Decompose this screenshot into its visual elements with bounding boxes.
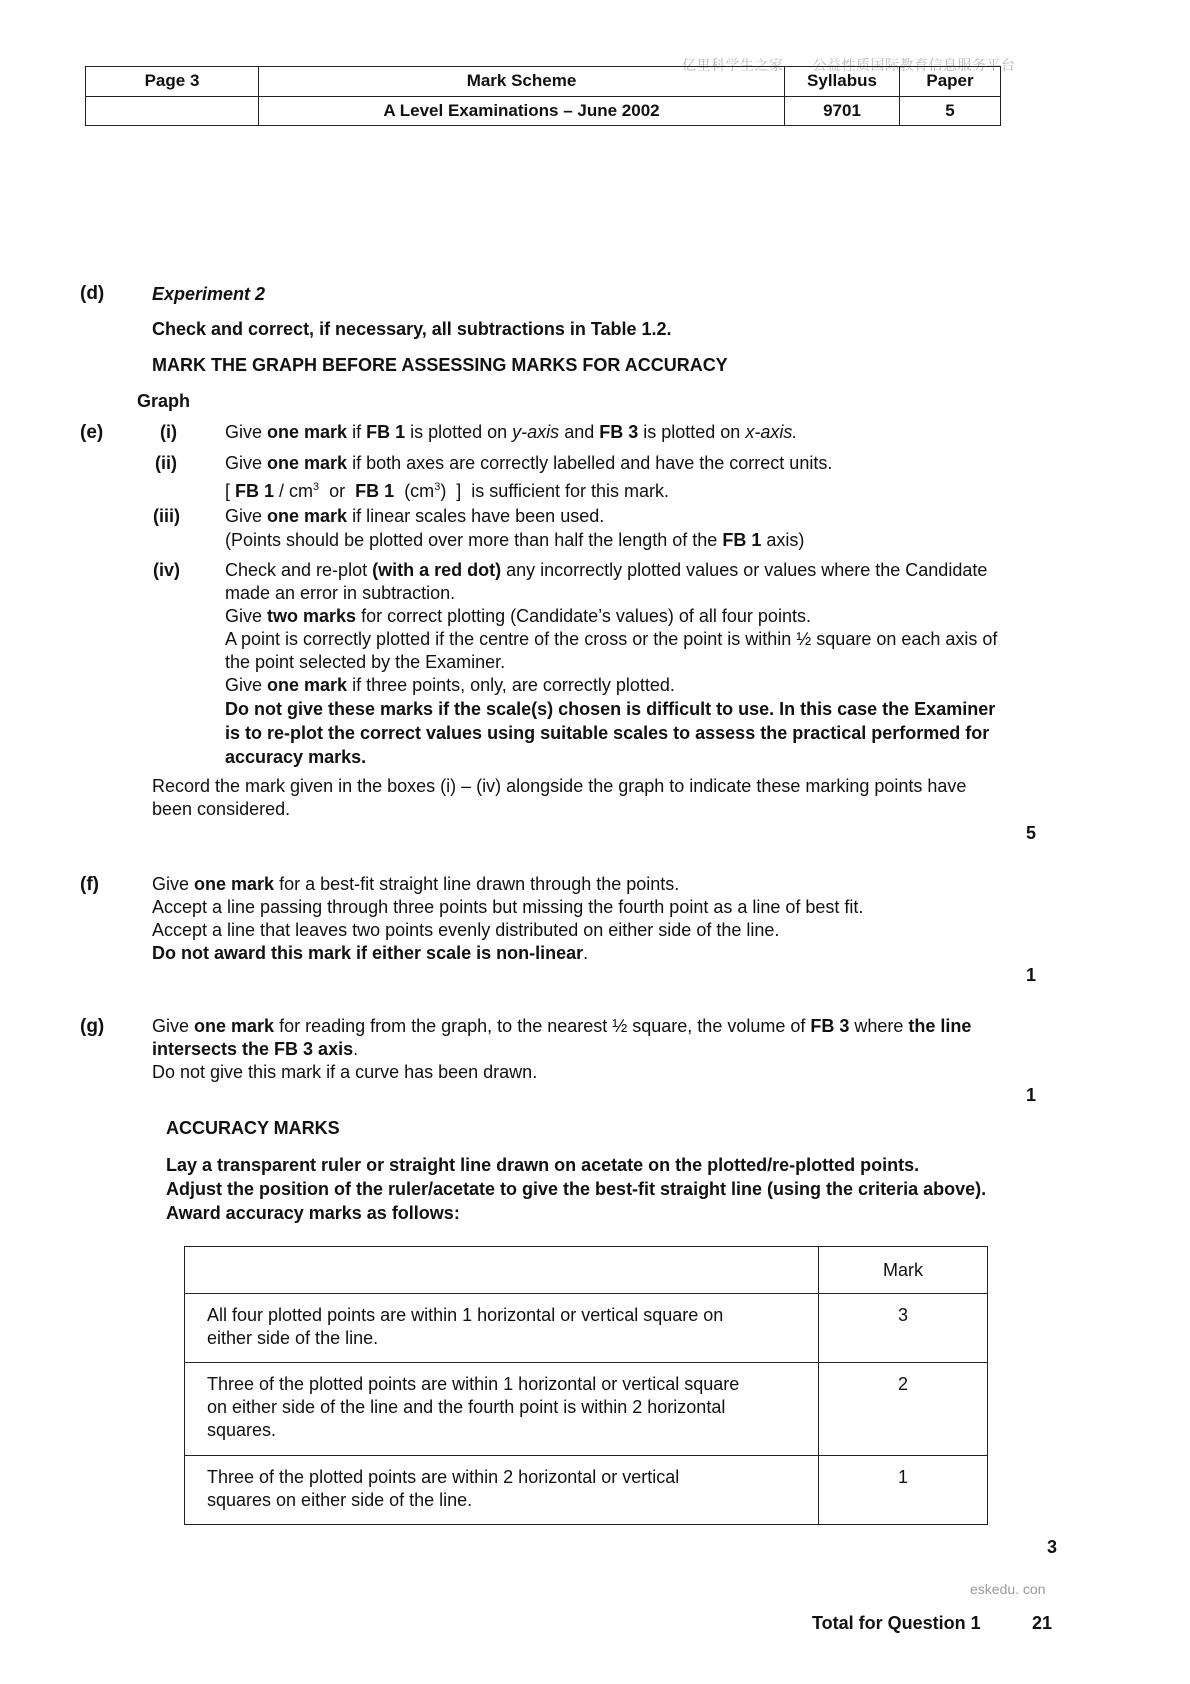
item-iv-label: (iv) [153, 560, 180, 580]
record-line1: Record the mark given in the boxes (i) – (iv) alongside the graph to indicate these marking points have [152, 776, 967, 796]
document-title: Mark Scheme [259, 67, 785, 97]
item-i-label: (i) [160, 422, 177, 442]
item-ii-units: [ FB $1 / cm^3$ or FB 1 $(cm^3)$ ] is sufficient for this mark. [225, 481, 670, 501]
section-f-line3: Accept a line that leaves two points evenly distributed on either side of the line. [152, 920, 780, 940]
accuracy-line3: Award accuracy marks as follows: [166, 1203, 460, 1223]
table-header-description [185, 1247, 819, 1294]
syllabus-code: 9701 [785, 96, 900, 126]
section-f-line4: Do not award this mark if either scale is non-linear. [152, 943, 589, 963]
item-iv-line4: A point is correctly plotted if the centre of the cross or the point is within ½ square on each axis of [225, 629, 998, 649]
graph-heading: Graph [137, 391, 191, 411]
exam-subtitle: A Level Examinations – June 2002 [259, 96, 785, 126]
accuracy-heading: ACCURACY MARKS [166, 1118, 340, 1138]
question-total-value: 21 [1032, 1613, 1053, 1633]
watermark-bottom: eskedu. con [970, 1581, 1046, 1597]
accuracy-line2: Adjust the position of the ruler/acetate to give the best-fit straight line (using the criteria above). [166, 1179, 987, 1199]
item-ii-label: (ii) [155, 453, 177, 473]
section-e-total: 5 [1026, 823, 1037, 843]
section-g-line2: intersects the FB 3 axis. [152, 1039, 359, 1059]
paper-label: Paper [900, 67, 1001, 97]
mark-cell: 3 [819, 1294, 988, 1363]
page-number: Page 3 [86, 67, 259, 97]
criteria-cell: All four plotted points are within 1 horizontal or vertical square on either side of the line. [185, 1294, 819, 1363]
table-header-mark: Mark [819, 1247, 988, 1294]
item-iv-line1: Check and re-plot (with a red dot) any incorrectly plotted values or values where the Candidate [225, 560, 988, 580]
item-iv-line5: the point selected by the Examiner. [225, 652, 506, 672]
accuracy-total: 3 [1047, 1537, 1058, 1557]
section-f-total: 1 [1026, 965, 1037, 985]
item-iv-warning-3: accuracy marks. [225, 747, 367, 767]
table-row [185, 1294, 988, 1363]
criteria-cell: Three of the plotted points are within 2 horizontal or vertical squares on either side of the line. [185, 1456, 819, 1525]
record-line2: been considered. [152, 799, 291, 819]
item-iii-label: (iii) [153, 506, 180, 526]
section-d-warning: MARK THE GRAPH BEFORE ASSESSING MARKS FOR ACCURACY [152, 355, 728, 375]
section-f-line1: Give one mark for a best-fit straight line drawn through the points. [152, 874, 680, 894]
item-iii-text: Give one mark if linear scales have been used. [225, 506, 605, 526]
paper-number: 5 [900, 96, 1001, 126]
section-f-line2: Accept a line passing through three points but missing the fourth point as a line of best fit. [152, 897, 864, 917]
section-g-label: (g) [80, 1016, 105, 1037]
section-f-label: (f) [80, 874, 99, 895]
table-row [185, 1456, 988, 1525]
empty-cell [86, 96, 259, 126]
item-i-text: Give one mark if FB 1 is plotted on y-axis and FB 3 is plotted on x-axis. [225, 422, 798, 442]
experiment-heading: Experiment 2 [152, 284, 266, 304]
accuracy-marks-table [184, 1246, 988, 1525]
item-iv-warning-2: is to re-plot the correct values using suitable scales to assess the practical performed for [225, 723, 990, 743]
item-iv-line6: Give one mark if three points, only, are correctly plotted. [225, 675, 675, 695]
section-d-instruction: Check and correct, if necessary, all subtractions in Table 1.2. [152, 319, 672, 339]
mark-cell: 2 [819, 1363, 988, 1456]
item-iv-line3: Give two marks for correct plotting (Candidate’s values) of all four points. [225, 606, 811, 626]
watermark-text: 亿里科学生之家——公益性质国际教育信息服务平台 [682, 57, 1016, 73]
question-total-label: Total for Question 1 [812, 1613, 981, 1633]
header-table [85, 66, 1001, 126]
accuracy-line1: Lay a transparent ruler or straight line drawn on acetate on the plotted/re-plotted points. [166, 1155, 920, 1175]
section-d-label: (d) [80, 283, 105, 304]
section-g-total: 1 [1026, 1085, 1037, 1105]
item-iv-warning-1: Do not give these marks if the scale(s) chosen is difficult to use. In this case the Examiner [225, 699, 996, 719]
item-iii-note: (Points should be plotted over more than half the length of the FB 1 axis) [225, 530, 805, 550]
table-row [185, 1363, 988, 1456]
item-iv-line2: made an error in subtraction. [225, 583, 456, 603]
section-e-label: (e) [80, 422, 104, 443]
criteria-cell: Three of the plotted points are within 1 horizontal or vertical square on either side of the line and the fourth point is within 2 horizontal squares. [185, 1363, 819, 1456]
section-g-line3: Do not give this mark if a curve has been drawn. [152, 1062, 538, 1082]
section-g-line1: Give one mark for reading from the graph, to the nearest ½ square, the volume of FB 3 where the line [152, 1016, 972, 1036]
mark-cell: 1 [819, 1456, 988, 1525]
syllabus-label: Syllabus [785, 67, 900, 97]
item-ii-text: Give one mark if both axes are correctly labelled and have the correct units. [225, 453, 833, 473]
